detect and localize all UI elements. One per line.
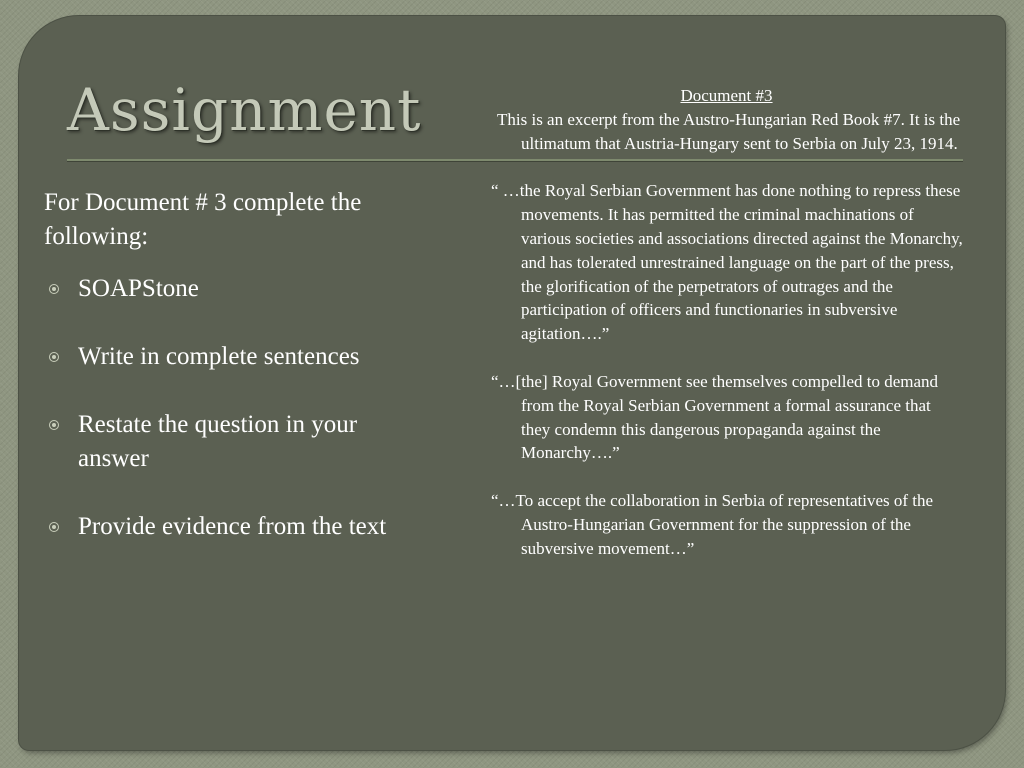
list-item [44,408,404,476]
document-heading: Document #3 [680,86,773,105]
circle-bullet-icon [49,522,59,532]
document-quote: “…[the] Royal Government see themselves compelled to demand from the Royal Serbian Government a formal assurance that they condemn this dangerous propaganda against the Monarchy….” [491,371,939,463]
instructions-list [44,272,404,544]
slide-panel [19,16,1005,750]
circle-bullet-icon [49,284,59,294]
list-item [44,340,404,374]
list-item-label: Write in complete sentences [78,343,360,370]
list-item-label: Provide evidence from the text [78,513,387,540]
document-quote: “…To accept the collaboration in Serbia of representatives of the Austro-Hungarian Government for the suppression of the subversive movement…” [491,491,934,558]
list-item [44,510,404,544]
list-item-label: SOAPStone [78,275,199,302]
document-description: This is an excerpt from the Austro-Hungarian Red Book #7. It is the ultimatum that Austria-Hungary sent to Serbia on July 23, 1914. [497,109,961,153]
instructions-intro: For Document # 3 complete the following: [44,189,362,250]
document-column [479,84,964,585]
circle-bullet-icon [49,352,59,362]
circle-bullet-icon [49,420,59,430]
slide-title: Assignment [67,76,422,144]
document-quote: “ …the Royal Serbian Government has done nothing to repress these movements. It has permitted the criminal machinations of various societies and associations directed against the Monarchy, and has tolerated unrestrained language on the part of the press, the glorification of the perpetrators of outrages and the participation of officers and functionaries in subversive agitation….” [491,181,963,344]
list-item-label: Restate the question in your answer [78,411,358,472]
instructions-column [44,186,404,578]
list-item [44,272,404,306]
